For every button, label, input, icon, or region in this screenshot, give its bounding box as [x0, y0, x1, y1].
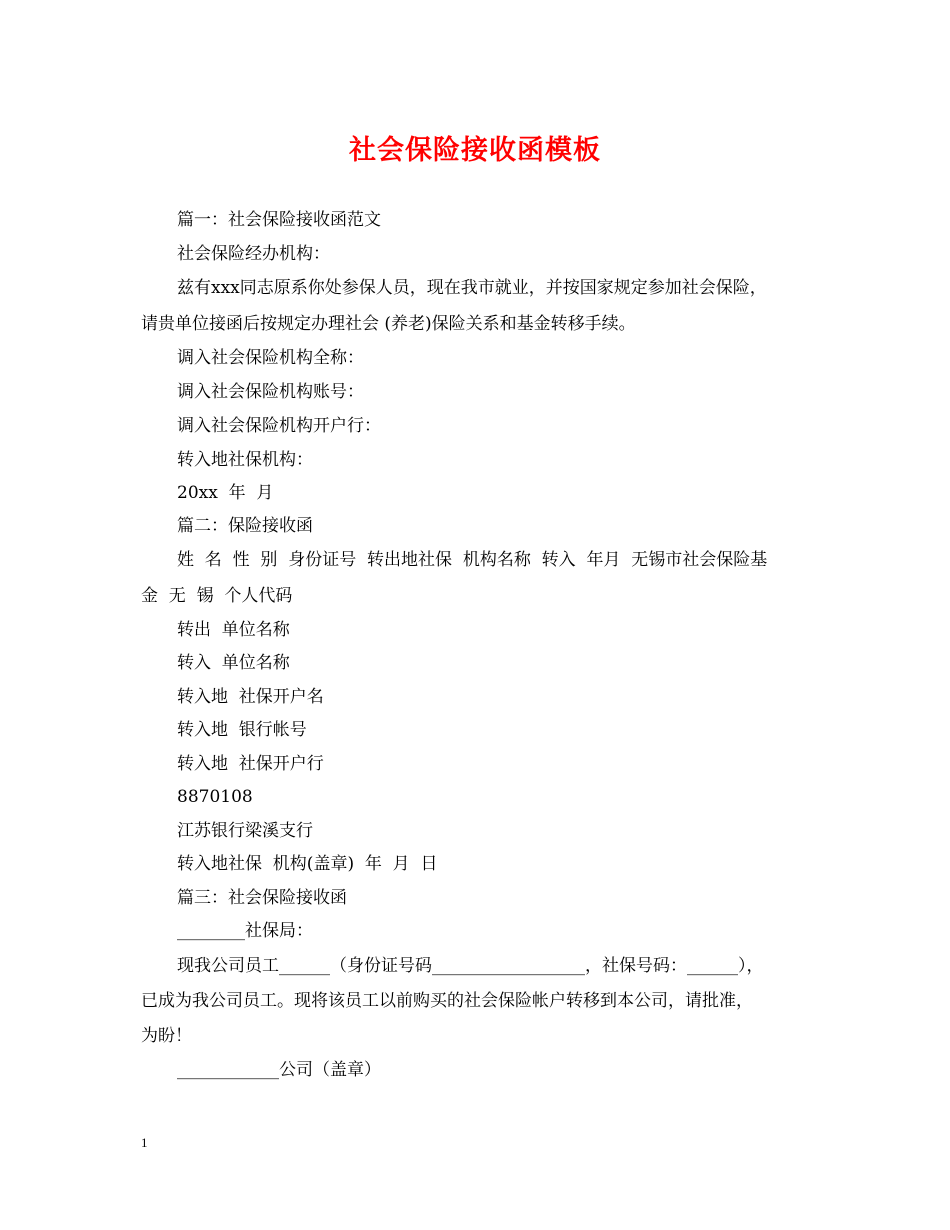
paragraph-line: 调入社会保险机构开户行：: [177, 416, 381, 436]
page-number: 1: [141, 1135, 148, 1150]
paragraph-line: ________社保局：: [177, 921, 313, 941]
bank-name: 江苏银行梁溪支行: [177, 821, 313, 841]
paragraph-line: 姓 名 性 别 身份证号 转出地社保 机构名称 转入 年月 无锡市社会保险基: [177, 550, 768, 570]
date-line: 20xx 年 月: [177, 483, 274, 503]
paragraph-line: 转入地社保机构：: [177, 450, 313, 470]
paragraph-line: 请贵单位接函后按规定办理社会 (养老)保险关系和基金转移手续。: [141, 314, 636, 334]
document-title: 社会保险接收函模板: [349, 135, 601, 166]
paragraph-line: 转入 单位名称: [177, 653, 290, 673]
account-number: 8870108: [177, 787, 253, 807]
section-heading-1: 篇一：社会保险接收函范文: [177, 210, 381, 230]
paragraph-line: 转入地社保 机构(盖章) 年 月 日: [177, 854, 438, 874]
paragraph-line: 已成为我公司员工。现将该员工以前购买的社会保险帐户转移到本公司，请批准，: [141, 991, 753, 1011]
paragraph-line: 转入地 社保开户行: [177, 754, 324, 774]
section-heading-3: 篇三：社会保险接收函: [177, 888, 347, 908]
paragraph-line: 为盼！: [141, 1026, 192, 1046]
paragraph-line: 转入地 银行帐号: [177, 720, 307, 740]
section-heading-2: 篇二：保险接收函: [177, 516, 313, 536]
signature-line: ____________公司（盖章）: [177, 1060, 381, 1080]
paragraph-line: 金 无 锡 个人代码: [141, 586, 293, 606]
paragraph-line: 转出 单位名称: [177, 620, 290, 640]
paragraph-line: 转入地 社保开户名: [177, 687, 324, 707]
paragraph-line: 调入社会保险机构账号：: [177, 382, 364, 402]
paragraph-line: 现我公司员工______（身份证号码__________________，社保号码：______），: [177, 956, 764, 976]
paragraph-line: 兹有xxx同志原系你处参保人员，现在我市就业，并按国家规定参加社会保险，: [177, 278, 767, 298]
paragraph-line: 社会保险经办机构：: [177, 244, 330, 264]
paragraph-line: 调入社会保险机构全称：: [177, 348, 364, 368]
